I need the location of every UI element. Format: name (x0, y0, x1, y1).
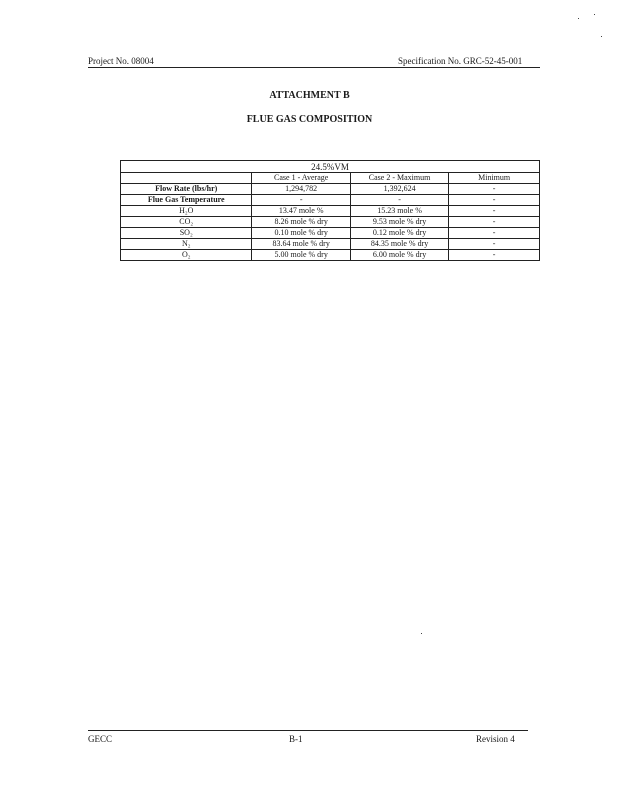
row-label: SO₂ (121, 228, 252, 239)
minimum-value: - (449, 206, 540, 217)
case2-value: 6.00 mole % dry (350, 250, 448, 261)
case1-value: 0.10 mole % dry (252, 228, 350, 239)
col-header-blank (121, 173, 252, 184)
case2-value: - (350, 195, 448, 206)
table-row (121, 239, 540, 250)
minimum-value: - (449, 217, 540, 228)
row-label: CO₂ (121, 217, 252, 228)
case1-value: 13.47 mole % (252, 206, 350, 217)
scan-speck (421, 633, 422, 634)
case1-value: 1,294,782 (252, 184, 350, 195)
table-row (121, 195, 540, 206)
case1-value: 8.26 mole % dry (252, 217, 350, 228)
table-row (121, 206, 540, 217)
case1-value: - (252, 195, 350, 206)
case2-value: 15.23 mole % (350, 206, 448, 217)
footer-page-number: B-1 (289, 734, 303, 744)
minimum-value: - (449, 184, 540, 195)
table-header-row (121, 173, 540, 184)
col-header-case2: Case 2 - Maximum (350, 173, 448, 184)
case1-value: 5.00 mole % dry (252, 250, 350, 261)
footer-rule (88, 730, 528, 731)
row-label: Flow Rate (lbs/hr) (121, 184, 252, 195)
row-label: N₂ (121, 239, 252, 250)
section-title: FLUE GAS COMPOSITION (246, 114, 373, 125)
table-row (121, 250, 540, 261)
case2-value: 9.53 mole % dry (350, 217, 448, 228)
row-label: O₂ (121, 250, 252, 261)
case1-value: 83.64 mole % dry (252, 239, 350, 250)
footer-revision: Revision 4 (476, 734, 515, 744)
row-label: H₂O (121, 206, 252, 217)
minimum-value: - (449, 195, 540, 206)
scan-speck (601, 36, 602, 37)
header-rule (88, 67, 540, 68)
case2-value: 1,392,624 (350, 184, 448, 195)
table-row (121, 228, 540, 239)
minimum-value: - (449, 239, 540, 250)
table-row (121, 217, 540, 228)
col-header-case1: Case 1 - Average (252, 173, 350, 184)
flue-gas-table (120, 160, 540, 261)
table-band-row (121, 161, 540, 173)
case2-value: 84.35 mole % dry (350, 239, 448, 250)
project-number: Project No. 08004 (88, 56, 154, 66)
scan-speck (594, 14, 595, 15)
scan-speck (578, 18, 579, 19)
col-header-minimum: Minimum (449, 173, 540, 184)
attachment-title: ATTACHMENT B (269, 90, 350, 101)
band-label: 24.5%VM (121, 161, 540, 173)
table-row (121, 184, 540, 195)
minimum-value: - (449, 250, 540, 261)
case2-value: 0.12 mole % dry (350, 228, 448, 239)
row-label: Flue Gas Temperature (121, 195, 252, 206)
minimum-value: - (449, 228, 540, 239)
specification-number: Specification No. GRC-52-45-001 (398, 56, 523, 66)
footer-company: GECC (88, 734, 113, 744)
